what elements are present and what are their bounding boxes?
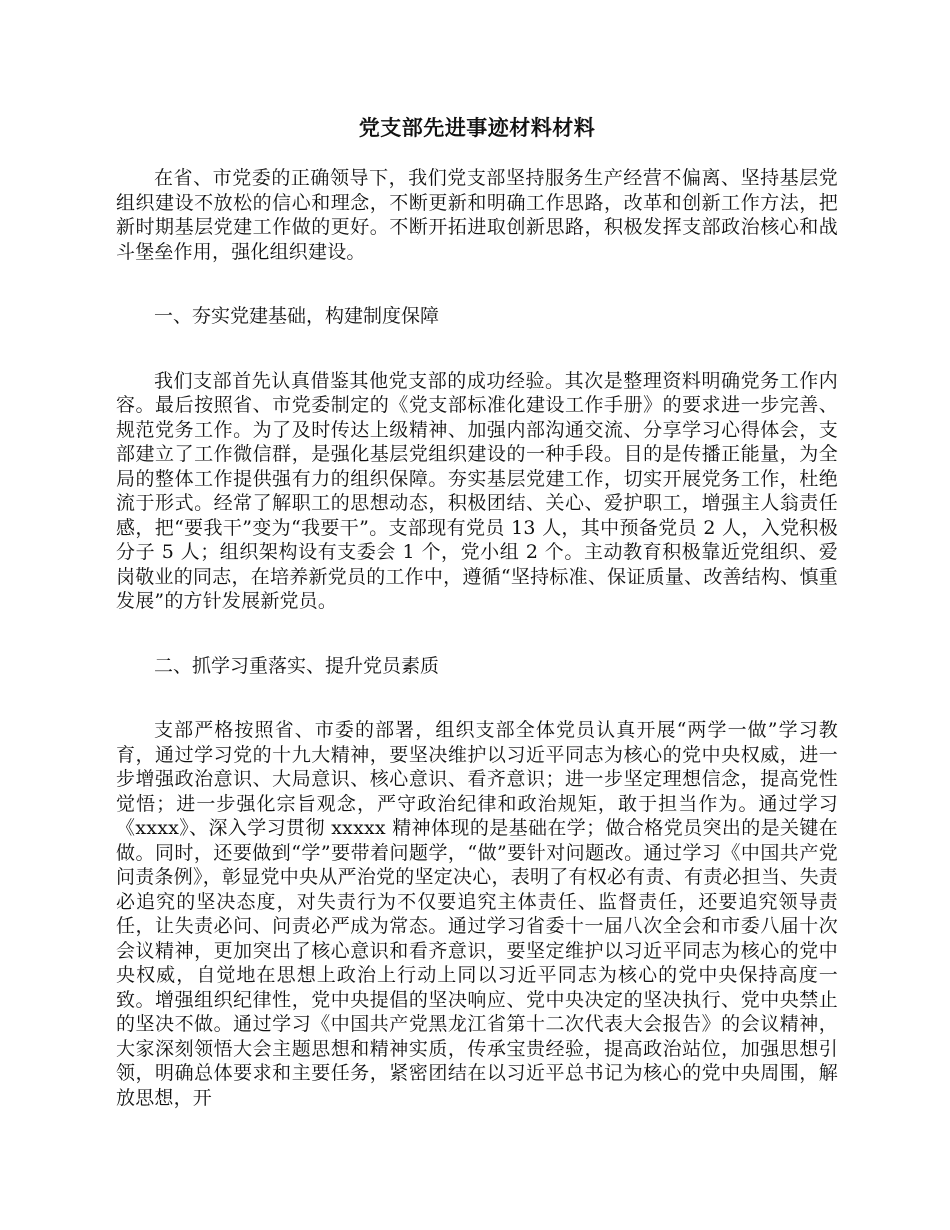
paragraph-gap <box>116 264 838 304</box>
paragraph-gap <box>116 614 838 654</box>
intro-paragraph: 在省、市党委的正确领导下，我们党支部坚持服务生产经营不偏离、坚持基层党组织建设不放松的信心和理念，不断更新和明确工作思路，改革和创新工作方法，把新时期基层党建工作做的更好。不断开拓进取创新思路，积极发挥支部政治核心和战斗堡垒作用，强化组织建设。 <box>116 167 838 263</box>
section-2-body: 支部严格按照省、市委的部署，组织支部全体党员认真开展“两学一做”学习教育，通过学习党的十九大精神，要坚决维护以习近平同志为核心的党中央权威，进一步增强政治意识、大局意识、核心意识、看齐意识；进一步坚定理想信念，提高党性觉悟；进一步强化宗旨观念，严守政治纪律和政治规矩，敢于担当作为。通过学习《xxxx》、深入学习贯彻 xxxxx 精神体现的是基础在学；做合格党员突出的是关键在做。同时，还要做到“学”要带着问题学，“做”要针对问题改。通过学习《中国共产党问责条例》，彰显党中央从严治党的坚定决心，表明了有权必有责、有责必担当、失责必追究的坚决态度，对失责行为不仅要追究主体责任、监督责任，还要追究领导责任，让失责必问、问责必严成为常态。通过学习省委十一届八次全会和市委八届十次会议精神，更加突出了核心意识和看齐意识，要坚定维护以习近平同志为核心的党中央权威，自觉地在思想上政治上行动上同以习近平同志为核心的党中央保持高度一致。增强组织纪律性，党中央提倡的坚决响应、党中央决定的坚决执行、党中央禁止的坚决不做。通过学习《中国共产党黑龙江省第十二次代表大会报告》的会议精神，大家深刻领悟大会主题思想和精神实质，传承宝贵经验，提高政治站位，加强思想引领，明确总体要求和主要任务，紧密团结在以习近平总书记为核心的党中央周围，解放思想，开 <box>116 719 838 1109</box>
section-1-body: 我们支部首先认真借鉴其他党支部的成功经验。其次是整理资料明确党务工作内容。最后按照省、市党委制定的《党支部标准化建设工作手册》的要求进一步完善、规范党务工作。为了及时传达上级精神、加强内部沟通交流、分享学习心得体会，支部建立了工作微信群，是强化基层党组织建设的一种手段。目的是传播正能量，为全局的整体工作提供强有力的组织保障。夯实基层党建工作，切实开展党务工作，杜绝流于形式。经常了解职工的思想动态，积极团结、关心、爱护职工，增强主人翁责任感，把“要我干”变为“我要干”。支部现有党员 13 人，其中预备党员 2 人，入党积极分子 5 人；组织架构设有支委会 1 个，党小组 2 个。主动教育积极靠近党组织、爱岗敬业的同志，在培养新党员的工作中，遵循“坚持标准、保证质量、改善结构、慎重发展”的方针发展新党员。 <box>116 369 838 612</box>
document-title: 党支部先进事迹材料材料 <box>358 115 596 140</box>
section-1-heading: 一、夯实党建基础，构建制度保障 <box>154 305 440 327</box>
paragraph-gap <box>116 329 838 369</box>
paragraph-gap <box>116 678 838 718</box>
section-2-heading: 二、抓学习重落实、提升党员素质 <box>154 654 440 677</box>
document-page <box>116 112 838 1110</box>
